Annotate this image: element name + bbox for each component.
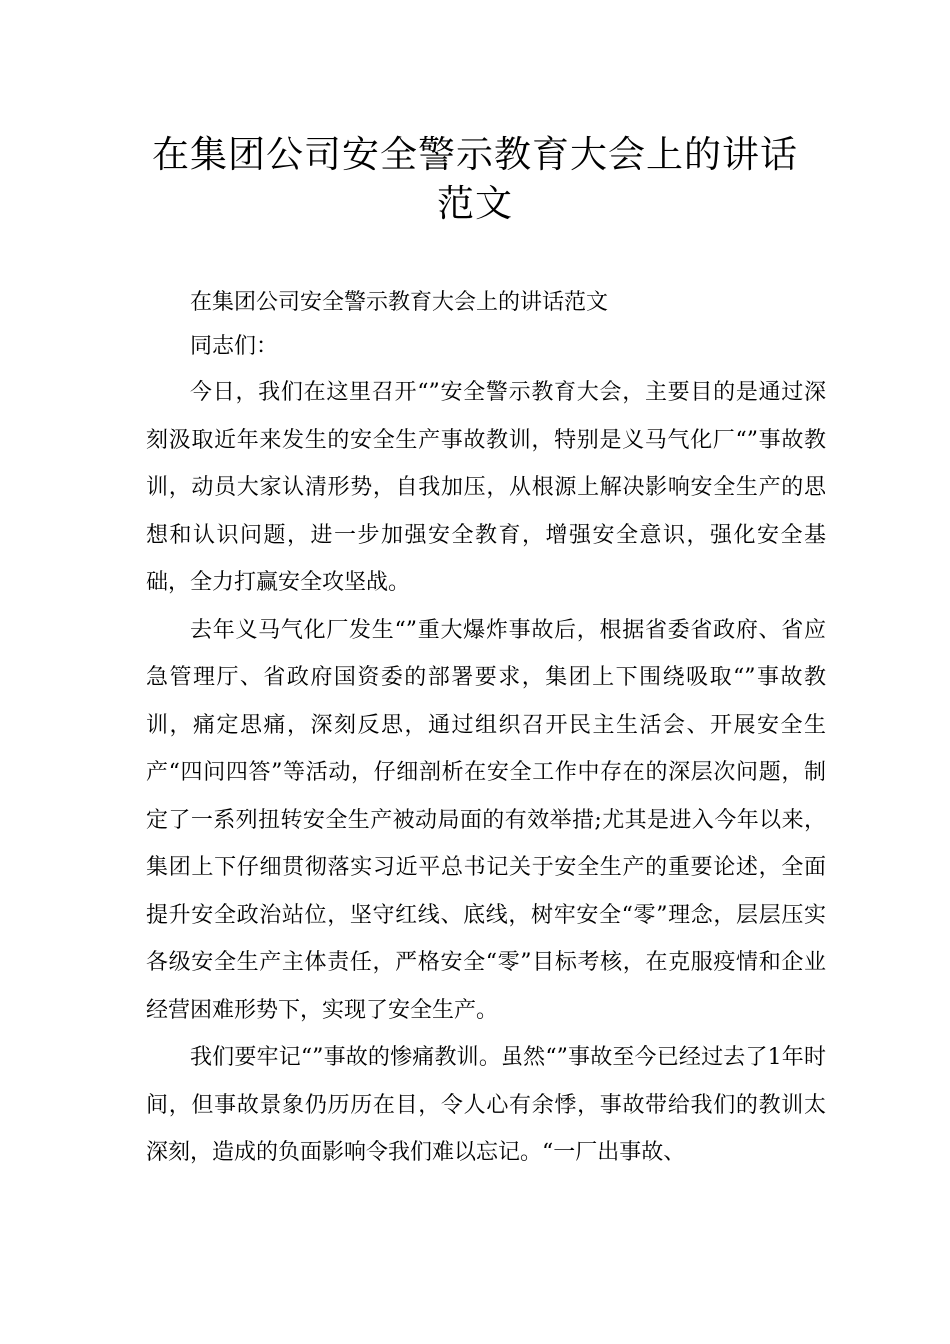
paragraph-1: 今日，我们在这里召开“”安全警示教育大会，主要目的是通过深刻汲取近年来发生的安全生产事故教训，特别是义马气化厂“”事故教训，动员大家认清形势，自我加压，从根源上解决影响安全生产的思想和认识问题，进一步加强安全教育，增强安全意识，强化安全基础，全力打赢安全攻坚战。 <box>146 380 826 595</box>
salutation: 同志们： <box>190 334 279 359</box>
document-title <box>100 130 850 228</box>
title-line-1: 在集团公司安全警示教育大会上的讲话 <box>152 133 798 176</box>
paragraph-2: 去年义马气化厂发生“”重大爆炸事故后，根据省委省政府、省应急管理厅、省政府国资委的部署要求，集团上下围绕吸取“”事故教训，痛定思痛，深刻反思，通过组织召开民主生活会、开展安全生产“四问四答”等活动，仔细剖析在安全工作中存在的深层次问题，制定了一系列扭转安全生产被动局面的有效举措;尤其是进入今年以来，集团上下仔细贯彻落实习近平总书记关于安全生产的重要论述，全面提升安全政治站位，坚守红线、底线，树牢安全“零”理念，层层压实各级安全生产主体责任，严格安全“零”目标考核，在克服疫情和企业经营困难形势下，实现了安全生产。 <box>146 617 826 1023</box>
document-body <box>146 281 826 1177</box>
paragraph-3: 我们要牢记“”事故的惨痛教训。虽然“”事故至今已经过去了1年时间，但事故景象仍历历在目，令人心有余悸，事故带给我们的教训太深刻，造成的负面影响令我们难以忘记。“一厂出事故、 <box>146 1045 826 1165</box>
document-subtitle: 在集团公司安全警示教育大会上的讲话范文 <box>190 290 609 315</box>
title-line-2: 范文 <box>437 182 513 225</box>
